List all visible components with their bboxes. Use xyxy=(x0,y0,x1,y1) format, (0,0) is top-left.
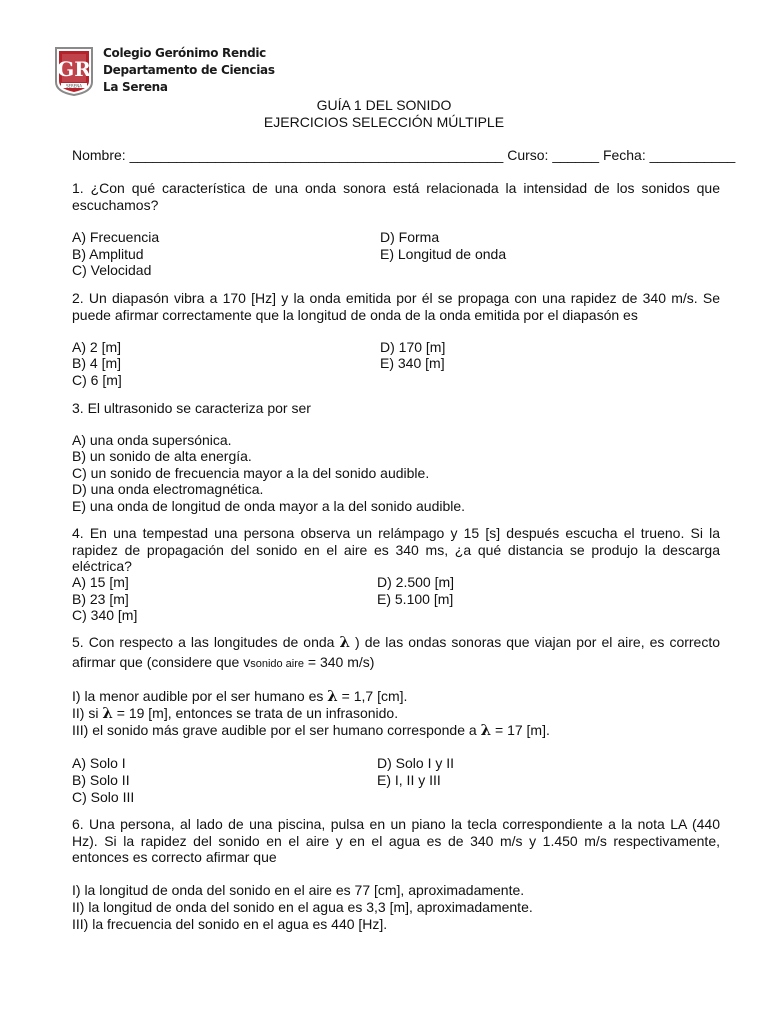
question-5-text-line2: afirmar que (considere que vsonido aire = 340 m/s) xyxy=(72,654,375,670)
name-field[interactable]: ________________________________________________ xyxy=(129,147,504,163)
lambda-symbol: λ xyxy=(480,721,492,739)
q2-option-b: B) 4 [m] xyxy=(72,355,122,371)
date-label: Fecha: xyxy=(602,147,646,163)
guide-title: GUÍA 1 DEL SONIDO xyxy=(316,97,452,113)
school-logo xyxy=(54,46,94,96)
q5-statement-i: I) la menor audible por el ser humano es λ = 1,7 [cm]. xyxy=(72,687,408,705)
q1-option-c: C) Velocidad xyxy=(72,262,152,278)
q5-option-c: C) Solo III xyxy=(72,789,135,805)
course-label: Curso: xyxy=(507,147,549,163)
question-1-text: 1. ¿Con qué característica de una onda sonora está relacionada la intensidad de los sonidos que escuchamos? xyxy=(72,180,720,213)
school-name: Colegio Gerónimo Rendic xyxy=(103,46,266,60)
course-field[interactable]: ______ xyxy=(552,147,600,163)
q1-option-b: B) Amplitud xyxy=(72,246,144,262)
q3-option-d: D) una onda electromagnética. xyxy=(72,481,264,497)
q4-option-e: E) 5.100 [m] xyxy=(377,591,454,607)
q1-option-e: E) Longitud de onda xyxy=(380,246,507,262)
q4-option-c: C) 340 [m] xyxy=(72,607,138,623)
city-name: La Serena xyxy=(103,80,168,94)
q3-option-c: C) un sonido de frecuencia mayor a la del sonido audible. xyxy=(72,465,430,481)
svg-text:GR: GR xyxy=(57,57,91,81)
lambda-symbol: λ xyxy=(327,687,338,705)
q2-option-c: C) 6 [m] xyxy=(72,372,122,388)
question-2-text: 2. Un diapasón vibra a 170 [Hz] y la onda emitida por él se propaga con una rapidez de 340 m/s. Se puede afirmar correctamente que la longitud de onda de la onda emitida por el diapasón es xyxy=(72,290,720,323)
lambda-symbol: λ xyxy=(339,633,350,651)
q5-option-a: A) Solo I xyxy=(72,755,126,771)
q6-statement-i: I) la longitud de onda del sonido en el aire es 77 [cm], aproximadamente. xyxy=(72,882,525,898)
q4-option-d: D) 2.500 [m] xyxy=(377,574,455,590)
q6-statement-ii: II) la longitud de onda del sonido en el agua es 3,3 [m], aproximadamente. xyxy=(72,899,533,915)
school-info xyxy=(103,45,275,96)
question-5-text-line1: 5. Con respecto a las longitudes de onda λ ) de las ondas sonoras que viajan por el aire, es correcto xyxy=(72,633,721,651)
q3-option-a: A) una onda supersónica. xyxy=(72,432,232,448)
guide-subtitle: EJERCICIOS SELECCIÓN MÚLTIPLE xyxy=(263,114,505,130)
q5-statement-iii: III) el sonido más grave audible por el ser humano corresponde a λ = 17 [m]. xyxy=(72,721,550,739)
name-label: Nombre: xyxy=(72,147,126,163)
q6-statement-iii: III) la frecuencia del sonido en el agua es 440 [Hz]. xyxy=(72,916,388,932)
q5-option-d: D) Solo I y II xyxy=(377,755,455,771)
q4-option-a: A) 15 [m] xyxy=(72,574,129,590)
question-3-text: 3. El ultrasonido se caracteriza por ser xyxy=(72,400,311,416)
q1-option-d: D) Forma xyxy=(380,229,440,245)
q5-option-b: B) Solo II xyxy=(72,772,130,788)
date-field[interactable]: ___________ xyxy=(649,147,736,163)
q3-option-b: B) un sonido de alta energía. xyxy=(72,448,252,464)
department-name: Departamento de Ciencias xyxy=(103,63,275,77)
q2-option-e: E) 340 [m] xyxy=(380,355,445,371)
q2-option-d: D) 170 [m] xyxy=(380,339,446,355)
q1-option-a: A) Frecuencia xyxy=(72,229,160,245)
q3-option-e: E) una onda de longitud de onda mayor a la del sonido audible. xyxy=(72,498,466,514)
svg-text:SERENA: SERENA xyxy=(65,83,83,89)
q5-statement-ii: II) si λ = 19 [m], entonces se trata de un infrasonido. xyxy=(72,704,399,722)
student-info-line xyxy=(72,147,736,164)
q2-option-a: A) 2 [m] xyxy=(72,339,122,355)
q4-option-b: B) 23 [m] xyxy=(72,591,129,607)
question-6-text: 6. Una persona, al lado de una piscina, pulsa en un piano la tecla correspondiente a la nota LA (440 Hz). Si la rapidez del sonido en el aire y en el agua es de 340 m/s y 1.450 m/s respectivamente, entonces es correcto afirmar que xyxy=(72,816,720,865)
lambda-symbol: λ xyxy=(102,704,113,722)
q5-option-e: E) I, II y III xyxy=(377,772,441,788)
question-4-text: 4. En una tempestad una persona observa un relámpago y 15 [s] después escucha el trueno. Si la rapidez de propagación del sonido en el aire es 340 ms, ¿a qué distancia se produjo la descarga eléctrica? xyxy=(72,525,720,574)
